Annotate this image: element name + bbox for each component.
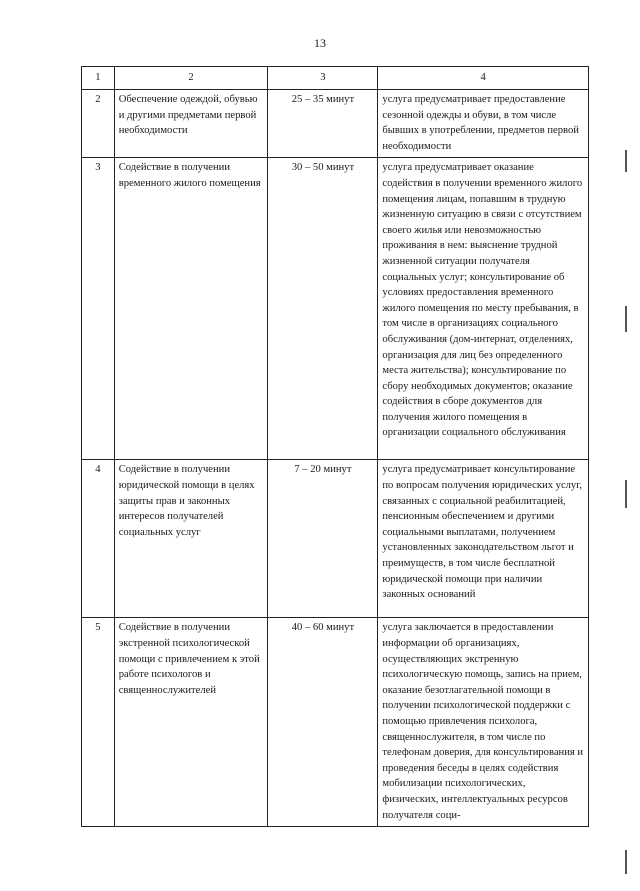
table-row <box>82 158 589 460</box>
service-time: 40 – 60 минут <box>268 618 378 827</box>
service-time: 25 – 35 минут <box>268 90 378 158</box>
scan-margin-mark <box>625 306 627 332</box>
services-table <box>81 66 589 827</box>
header-col-3: 3 <box>268 67 378 90</box>
scan-margin-mark <box>625 150 627 172</box>
table-row <box>82 618 589 827</box>
row-number: 2 <box>82 90 115 158</box>
row-number: 3 <box>82 158 115 460</box>
table-header-row <box>82 67 589 90</box>
service-name: Содействие в получении экстренной психологической помощи с привлечением к этой работе психологов и священнослужителей <box>114 618 268 827</box>
service-name: Содействие в получении юридической помощи в целях защиты прав и законных интересов получателей социальных услуг <box>114 460 268 618</box>
row-number: 4 <box>82 460 115 618</box>
service-description: услуга предусматривает предоставление сезонной одежды и обуви, в том числе бывших в употреблении, предметов первой необходимости <box>378 90 589 158</box>
service-time: 7 – 20 минут <box>268 460 378 618</box>
service-description: услуга заключается в предоставлении информации об организациях, осуществляющих экстренную психологическую помощь, запись на прием, оказание безотлагательной помощи в получении психологической поддержки с помощью привлечения психолога, священнослужителя, в том числе по телефонам доверия, для консультирования и проведения беседы в целях содействия мобилизации психологических, физических, интеллектуальных ресурсов получателя соци- <box>378 618 589 827</box>
table-row <box>82 90 589 158</box>
header-col-2: 2 <box>114 67 268 90</box>
service-name: Содействие в получении временного жилого помещения <box>114 158 268 460</box>
header-col-1: 1 <box>82 67 115 90</box>
scan-margin-mark <box>625 850 627 874</box>
table-row <box>82 460 589 618</box>
page-number: 13 <box>314 36 326 50</box>
service-description: услуга предусматривает оказание содействия в получении временного жилого помещения лицам, попавшим в трудную жизненную ситуацию в связи с отсутствием своего жилья или невозможностью проживания в нем: выяснение трудной жизненной ситуации получателя социальных услуг; консультирование об условиях предоставления временного жилого помещения по месту пребывания, в том числе в организациях социального обслуживания (дом-интернат, отделениях, организация для лиц без определенного места жительства); консультирование по сбору необходимых документов; оказание содействия в сборе документов для получения жилого помещения в организации социального обслуживания <box>378 158 589 460</box>
service-description: услуга предусматривает консультирование по вопросам получения юридических услуг, связанных с социальной реабилитацией, пенсионным обеспечением и другими социальными выплатами, получением установленных законодательством льгот и преимуществ, в том числе бесплатной юридической помощи при наличии законных оснований <box>378 460 589 618</box>
scan-margin-mark <box>625 480 627 508</box>
row-number: 5 <box>82 618 115 827</box>
service-time: 30 – 50 минут <box>268 158 378 460</box>
service-name: Обеспечение одеждой, обувью и другими предметами первой необходимости <box>114 90 268 158</box>
header-col-4: 4 <box>378 67 589 90</box>
